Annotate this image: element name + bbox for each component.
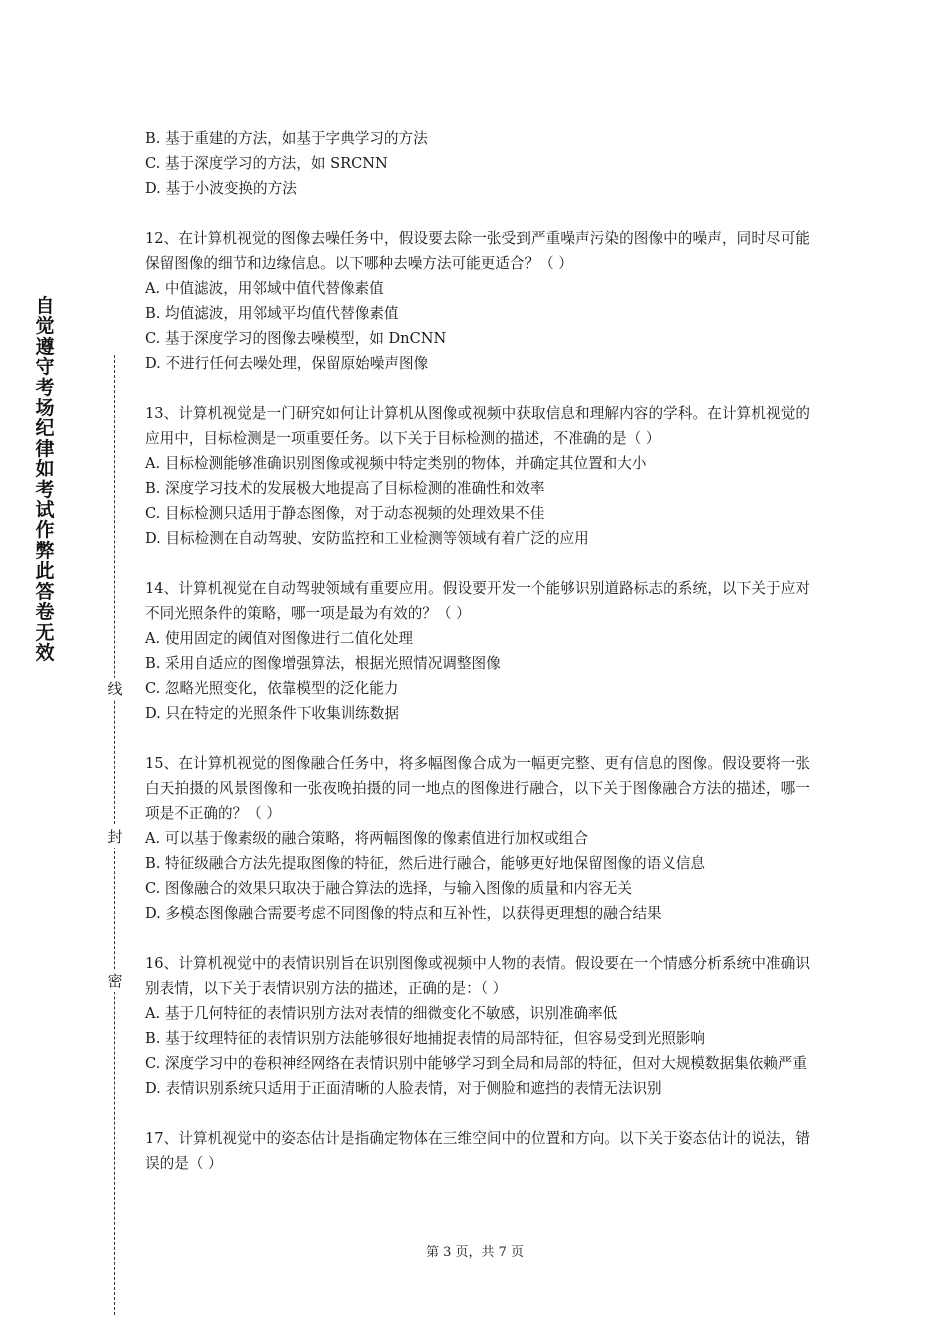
option-b: B. 采用自适应的图像增强算法，根据光照情况调整图像 bbox=[145, 655, 501, 672]
page-number: 第 3 页，共 7 页 bbox=[425, 1245, 525, 1260]
option-c: C. 图像融合的效果只取决于融合算法的选择，与输入图像的质量和内容无关 bbox=[145, 880, 632, 897]
option-d: D. 只在特定的光照条件下收集训练数据 bbox=[145, 705, 399, 722]
question-content bbox=[145, 126, 810, 1176]
option-a: A. 使用固定的阈值对图像进行二值化处理 bbox=[145, 630, 413, 647]
option-a: A. 目标检测能够准确识别图像或视频中特定类别的物体，并确定其位置和大小 bbox=[145, 455, 647, 472]
question-16 bbox=[145, 951, 810, 1101]
binding-label-mi: 密 bbox=[105, 970, 125, 992]
question-17 bbox=[145, 1126, 810, 1176]
question-stem: 16、计算机视觉中的表情识别旨在识别图像或视频中人物的表情。假设要在一个情感分析系统中准确识别表情，以下关于表情识别方法的描述，正确的是：（ ） bbox=[145, 955, 810, 997]
option-a: A. 基于几何特征的表情识别方法对表情的细微变化不敏感，识别准确率低 bbox=[145, 1005, 618, 1022]
question-14 bbox=[145, 576, 810, 726]
question-15 bbox=[145, 751, 810, 926]
option-c: C. 深度学习中的卷积神经网络在表情识别中能够学习到全局和局部的特征，但对大规模数据集依赖严重 bbox=[145, 1055, 808, 1072]
question-stem: 13、计算机视觉是一门研究如何让计算机从图像或视频中获取信息和理解内容的学科。在计算机视觉的应用中，目标检测是一项重要任务。以下关于目标检测的描述，不准确的是（ ） bbox=[145, 405, 810, 447]
question-stem: 14、计算机视觉在自动驾驶领域有重要应用。假设要开发一个能够识别道路标志的系统，以下关于应对不同光照条件的策略，哪一项是最为有效的？（ ） bbox=[145, 580, 810, 622]
option-c: C. 基于深度学习的图像去噪模型，如 DnCNN bbox=[145, 330, 447, 347]
option-b: B. 基于重建的方法，如基于字典学习的方法 bbox=[145, 130, 428, 147]
option-a: A. 中值滤波，用邻域中值代替像素值 bbox=[145, 280, 384, 297]
option-d: D. 多模态图像融合需要考虑不同图像的特点和互补性，以获得更理想的融合结果 bbox=[145, 905, 662, 922]
option-b: B. 均值滤波，用邻域平均值代替像素值 bbox=[145, 305, 399, 322]
option-d: D. 表情识别系统只适用于正面清晰的人脸表情，对于侧脸和遮挡的表情无法识别 bbox=[145, 1080, 662, 1097]
option-d: D. 不进行任何去噪处理，保留原始噪声图像 bbox=[145, 355, 429, 372]
question-stem: 15、在计算机视觉的图像融合任务中，将多幅图像合成为一幅更完整、更有信息的图像。假设要将一张白天拍摄的风景图像和一张夜晚拍摄的同一地点的图像进行融合，以下关于图像融合方法的描述，哪一项是不正确的？（ ） bbox=[145, 755, 810, 822]
question-12 bbox=[145, 226, 810, 376]
option-d: D. 目标检测在自动驾驶、安防监控和工业检测等领域有着广泛的应用 bbox=[145, 530, 589, 547]
option-b: B. 深度学习技术的发展极大地提高了目标检测的准确性和效率 bbox=[145, 480, 545, 497]
question-stem: 17、计算机视觉中的姿态估计是指确定物体在三维空间中的位置和方向。以下关于姿态估计的说法，错误的是（ ） bbox=[145, 1130, 810, 1172]
option-b: B. 基于纹理特征的表情识别方法能够很好地捕捉表情的局部特征，但容易受到光照影响 bbox=[145, 1030, 705, 1047]
option-c: C. 忽略光照变化，依靠模型的泛化能力 bbox=[145, 680, 399, 697]
question-11-tail bbox=[145, 126, 810, 201]
exam-rule-notice: 自觉遵守考场纪律如考试作弊此答卷无效 bbox=[35, 295, 55, 664]
option-c: C. 目标检测只适用于静态图像，对于动态视频的处理效果不佳 bbox=[145, 505, 545, 522]
option-c: C. 基于深度学习的方法，如 SRCNN bbox=[145, 155, 388, 172]
binding-label-feng: 封 bbox=[105, 826, 125, 848]
option-a: A. 可以基于像素级的融合策略，将两幅图像的像素值进行加权或组合 bbox=[145, 830, 589, 847]
binding-label-xian: 线 bbox=[105, 678, 125, 700]
question-stem: 12、在计算机视觉的图像去噪任务中，假设要去除一张受到严重噪声污染的图像中的噪声，同时尽可能保留图像的细节和边缘信息。以下哪种去噪方法可能更适合？（ ） bbox=[145, 230, 810, 272]
option-b: B. 特征级融合方法先提取图像的特征，然后进行融合，能够更好地保留图像的语义信息 bbox=[145, 855, 705, 872]
option-d: D. 基于小波变换的方法 bbox=[145, 180, 297, 197]
question-13 bbox=[145, 401, 810, 551]
